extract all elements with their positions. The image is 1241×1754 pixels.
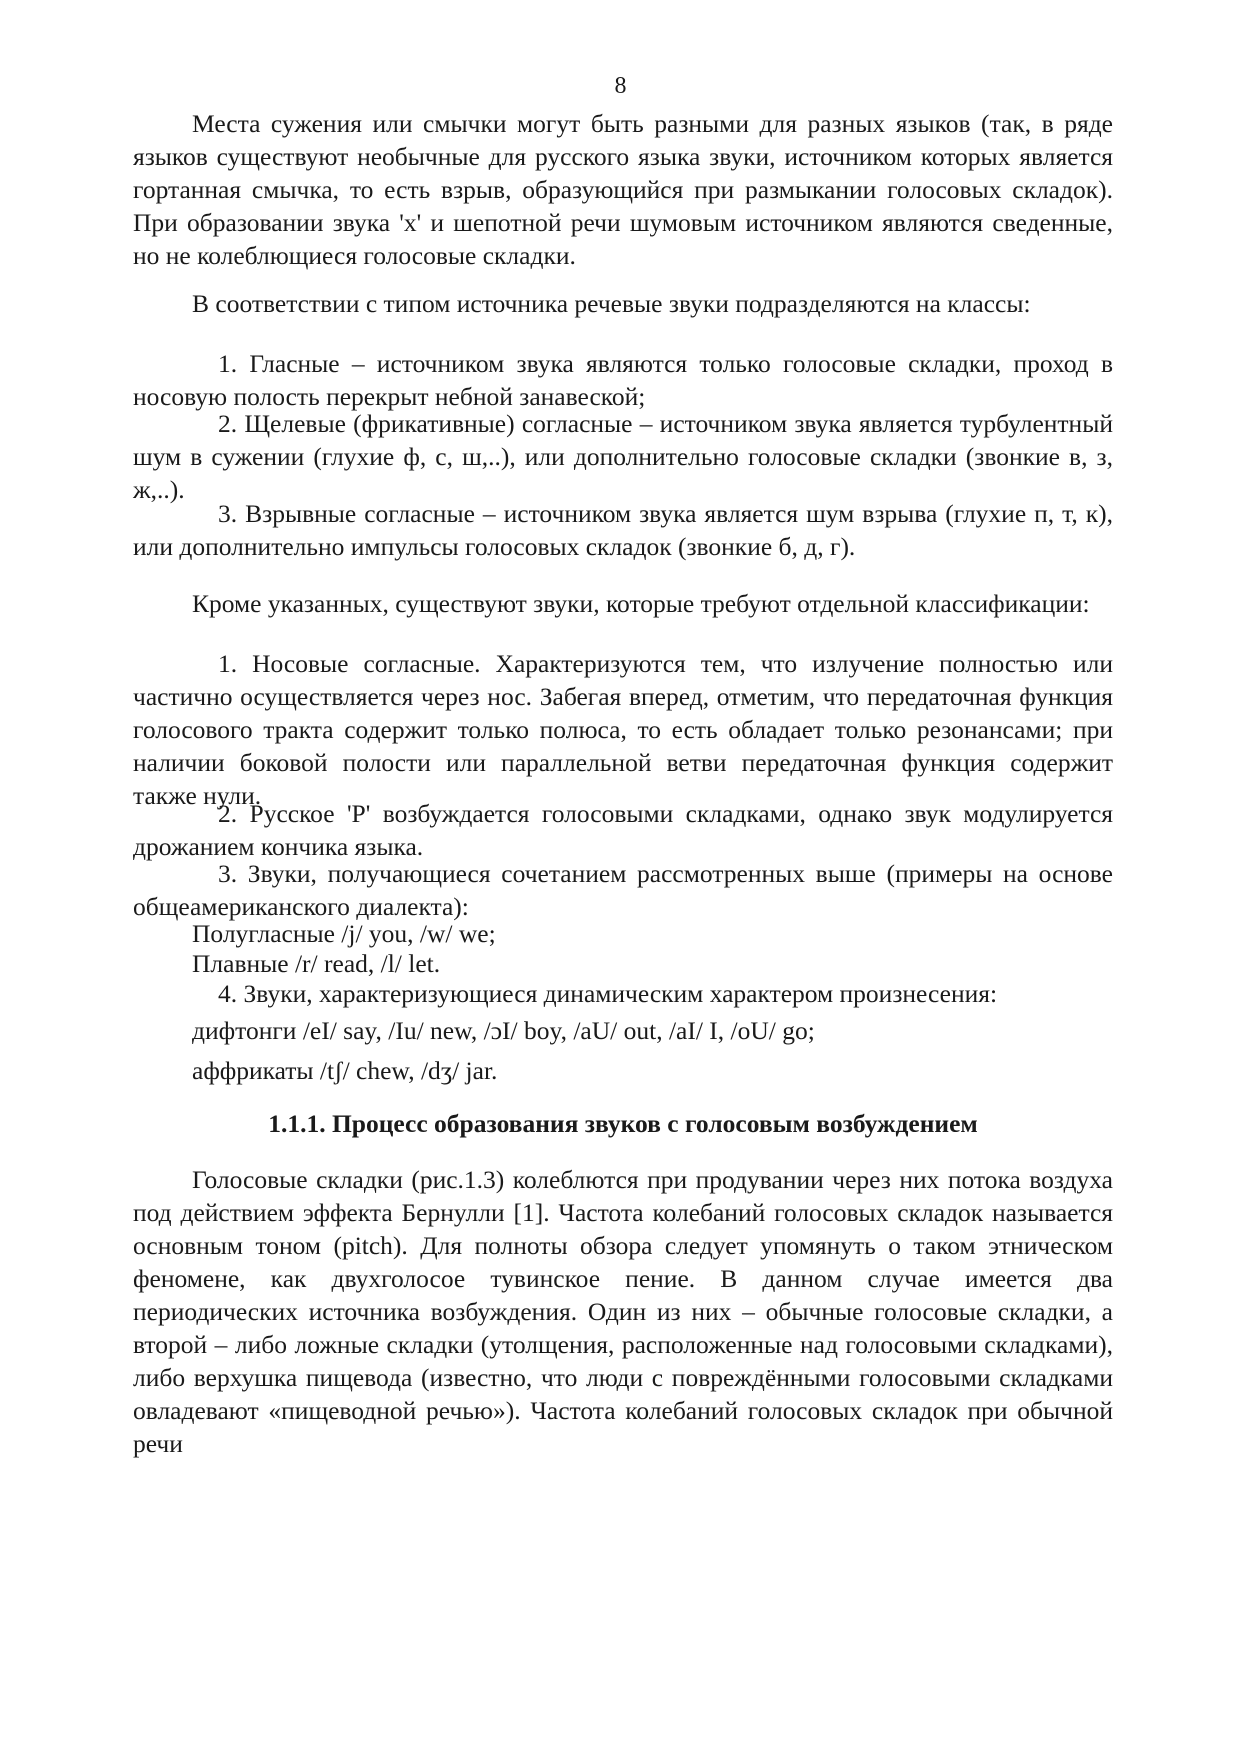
line-semivowels: Полугласные /j/ you, /w/ we; xyxy=(192,919,496,948)
list-item-dynamic-sounds: 4. Звуки, характеризующиеся динамическим характером произнесения: xyxy=(218,979,998,1008)
paragraph-constriction-places: Места сужения или смычки могут быть разными для разных языков (так, в ряде языков существуют необычные для русского языка звуки, источником которых является гортанная смычка, то есть взрыв, образующийся при размыкании голосовых складок). При образовании звука 'х' и шепотной речи шумовым источником являются сведенные, но не колеблющиеся голосовые складки. xyxy=(133,109,1113,270)
list-item-russian-r: 2. Русское 'Р' возбуждается голосовыми складками, однако звук модулируется дрожанием кончика языка. xyxy=(133,799,1113,861)
line-affricates: аффрикаты /tʃ/ chew, /dʒ/ jar. xyxy=(192,1056,498,1085)
paragraph-special-sounds-intro: Кроме указанных, существуют звуки, которые требуют отдельной классификации: xyxy=(192,589,1090,618)
page-number: 8 xyxy=(614,73,627,99)
paragraph-source-classes-intro: В соответствии с типом источника речевые звуки подразделяются на классы: xyxy=(192,289,1031,318)
list-item-vowels: 1. Гласные – источником звука являются только голосовые складки, проход в носовую полость перекрыт небной занавеской; xyxy=(133,349,1113,411)
list-item-nasals: 1. Носовые согласные. Характеризуются тем, что излучение полностью или частично осуществляется через нос. Забегая вперед, отметим, что передаточная функция голосового тракта содержит только полюса, то есть обладает только резонансами; при наличии боковой полости или параллельной ветви передаточная функция содержит также нули. xyxy=(133,649,1113,810)
line-diphthongs: дифтонги /eI/ say, /Iu/ new, /ɔI/ boy, /aU/ out, /aI/ I, /oU/ go; xyxy=(192,1016,815,1045)
list-item-fricatives: 2. Щелевые (фрикативные) согласные – источником звука является турбулентный шум в сужении (глухие ф, с, ш,..), или дополнительно голосовые складки (звонкие в, з, ж,..). xyxy=(133,409,1113,504)
line-liquids: Плавные /r/ read, /l/ let. xyxy=(192,949,441,978)
section-heading: 1.1.1. Процесс образования звуков с голосовым возбуждением xyxy=(268,1109,978,1138)
paragraph-vocal-folds: Голосовые складки (рис.1.3) колеблются при продувании через них потока воздуха под действием эффекта Бернулли [1]. Частота колебаний голосовых складок называется основным тоном (pitch). Для полноты обзора следует упомянуть о таком этническом феномене, как двухголосое тувинское пение. В данном случае имеется два периодических источника возбуждения. Один из них – обычные голосовые складки, а второй – либо ложные складки (утолщения, расположенные над голосовыми складками), либо верхушка пищевода (известно, что люди с повреждёнными голосовыми складками овладевают «пищеводной речью»). Частота колебаний голосовых складок при обычной речи xyxy=(133,1165,1113,1458)
list-item-plosives: 3. Взрывные согласные – источником звука является шум взрыва (глухие п, т, к), или дополнительно импульсы голосовых складок (звонкие б, д, г). xyxy=(133,499,1113,561)
list-item-combined-sounds: 3. Звуки, получающиеся сочетанием рассмотренных выше (примеры на основе общеамериканского диалекта): xyxy=(133,859,1113,921)
